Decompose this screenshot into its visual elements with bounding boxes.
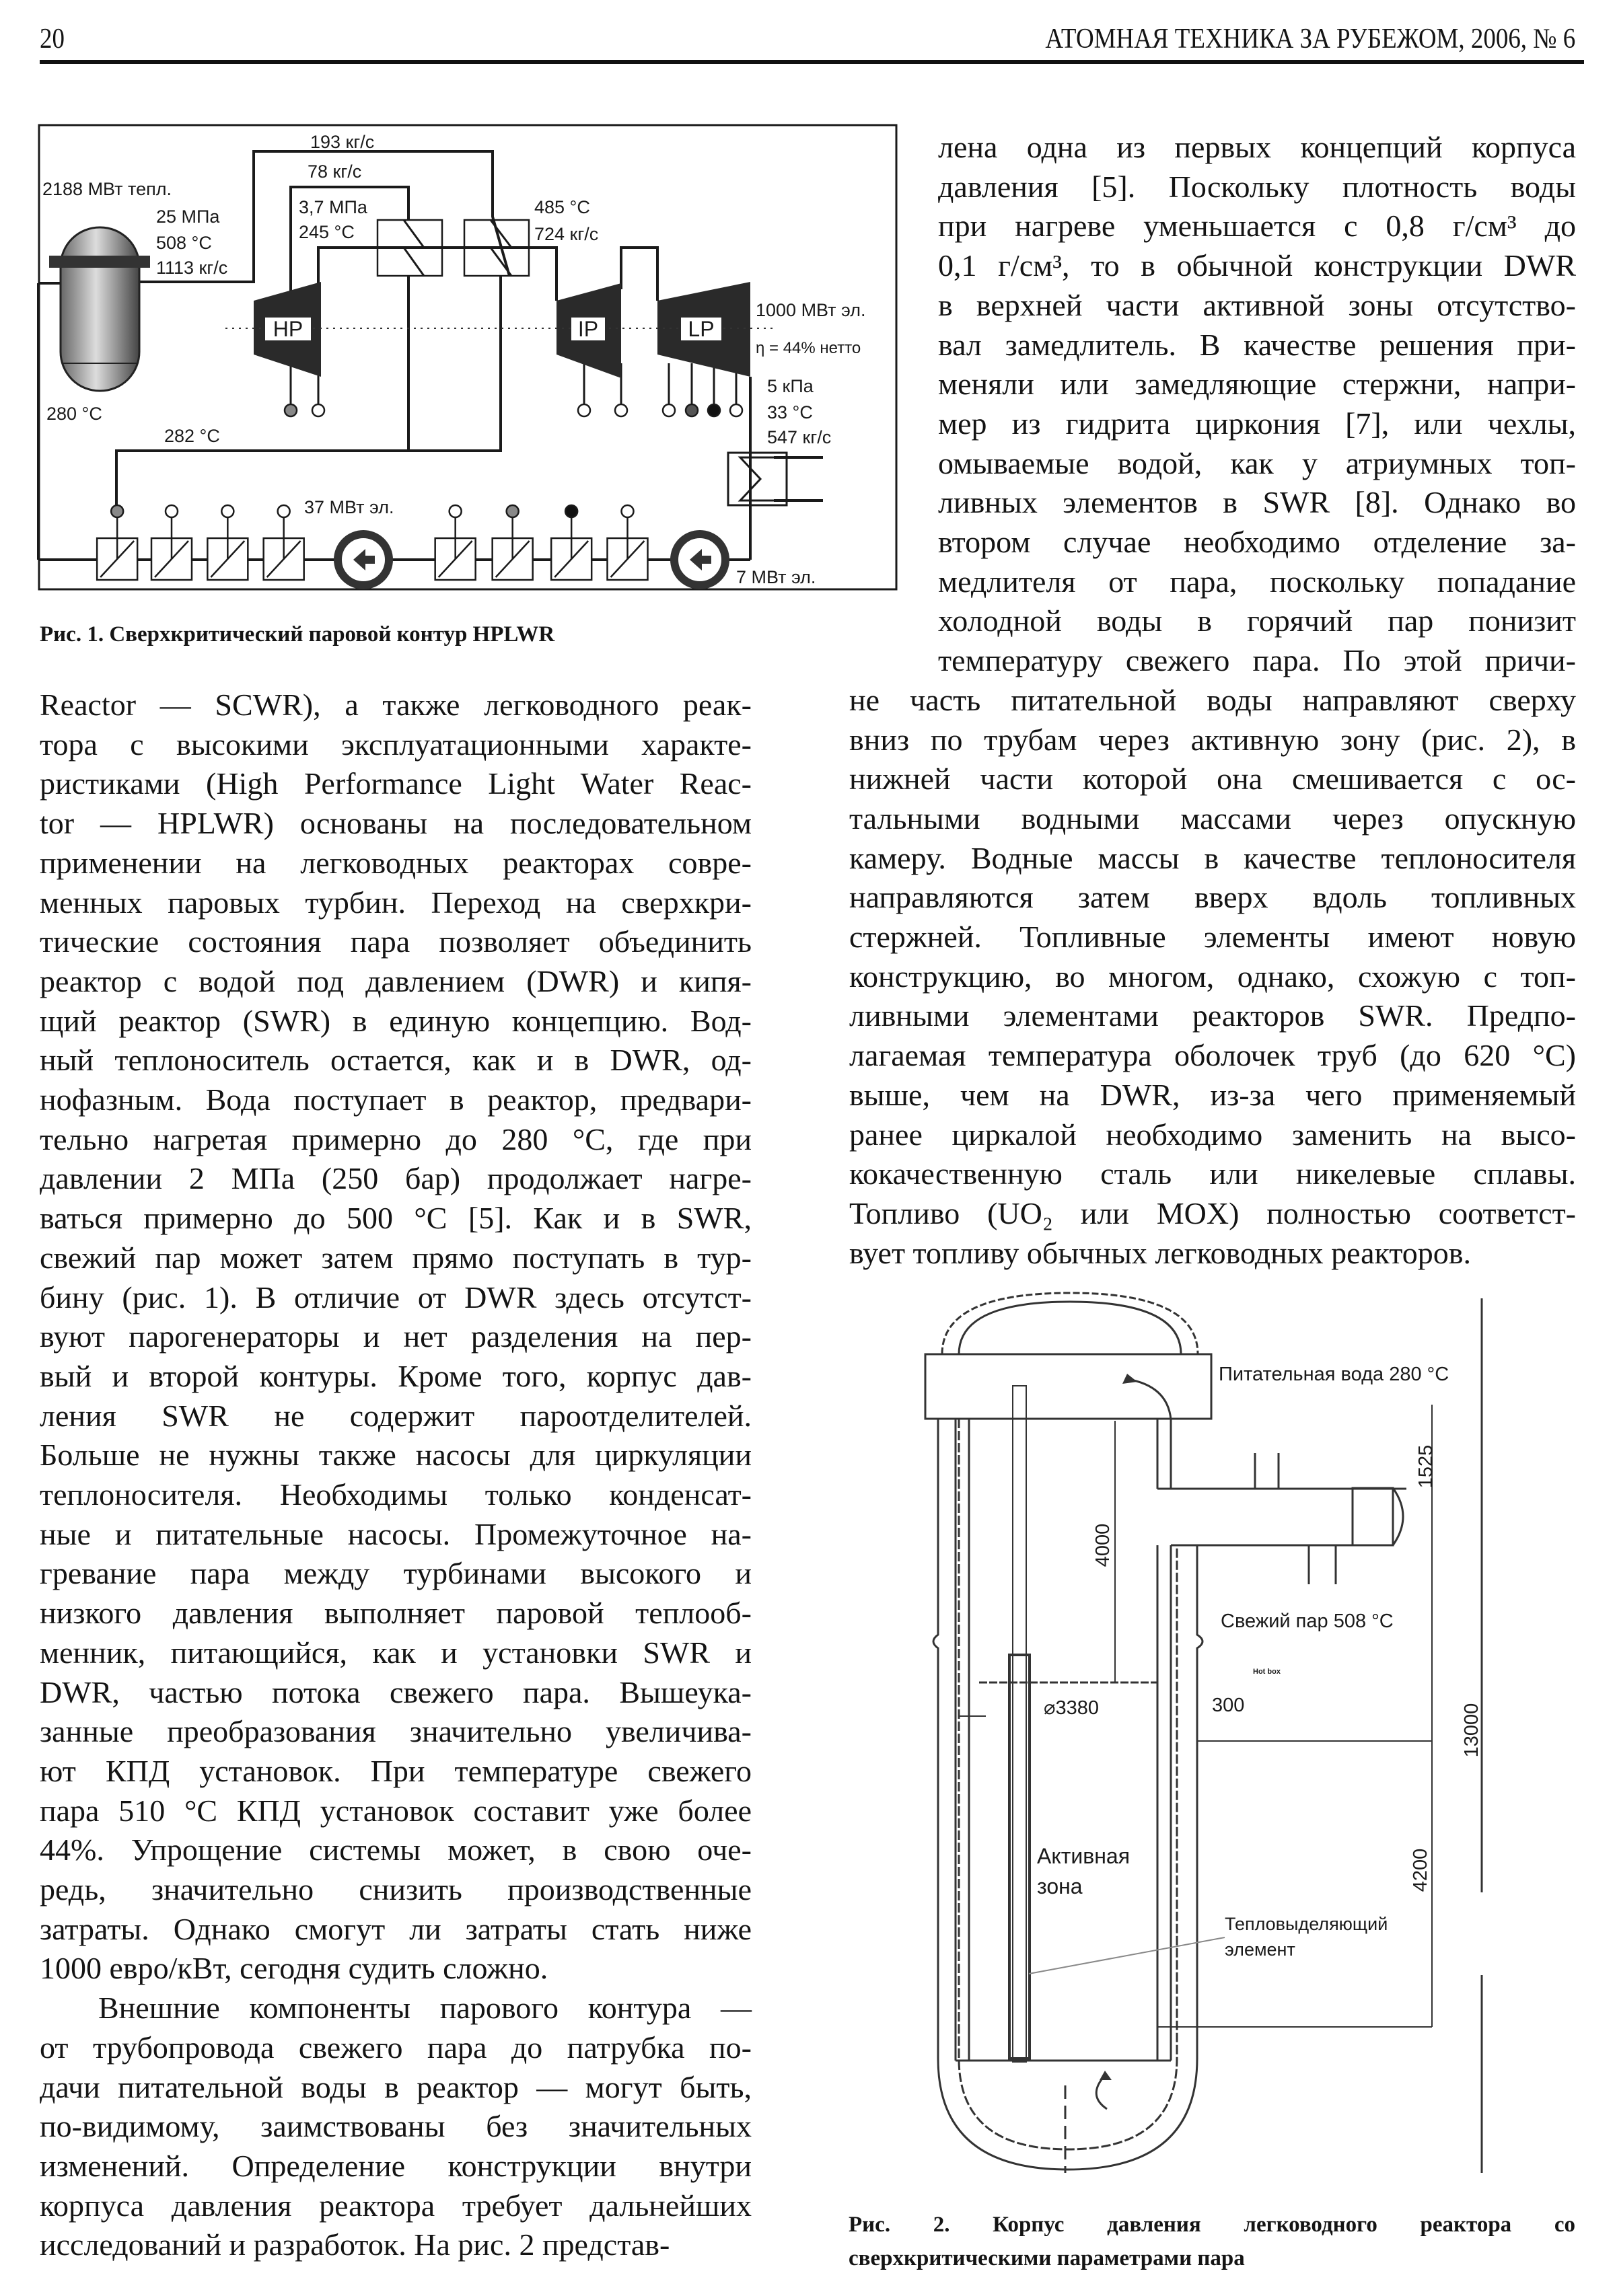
text-line: Больше не нужны также насосы для циркуляции — [40, 1438, 752, 1473]
text-line: выше, чем на DWR, из-за чего применяемый — [849, 1077, 1576, 1112]
label-dim-4200: 4200 — [1410, 1848, 1431, 1892]
label-hot-box: Hot box — [1253, 1668, 1281, 1676]
page-number: 20 — [40, 24, 65, 54]
flow-arrow-icon — [1100, 2071, 1112, 2080]
text-line: ливными элементами реакторов SWR. Предпо- — [849, 998, 1576, 1033]
text-line: ливных элементов в SWR [8]. Однако во — [938, 485, 1576, 520]
text-line: вует топливу обычных легководных реакторов. — [849, 1235, 1471, 1270]
text-line: вниз по трубам через активную зону (рис. 2), в — [849, 722, 1576, 757]
label-steam-flow: 1113 кг/с — [156, 258, 228, 278]
label-dim-300: 300 — [1212, 1695, 1245, 1716]
text-line: теплоносителя. Необходимы только конденсат- — [40, 1477, 752, 1512]
text-line: при нагреве уменьшается с 0,8 г/см³ до — [938, 209, 1576, 244]
text-line: редь, значительно снизить производственные — [40, 1872, 752, 1906]
text-line: стержней. Топливные элементы имеют новую — [849, 920, 1576, 954]
figure-2-caption-line-1: Рис. 2. Корпус давления легководного реактора со — [849, 2213, 1575, 2237]
text-line: лагаемая температура оболочек труб (до 620 °С) — [849, 1038, 1576, 1073]
label-cond-temp: 33 °C — [767, 402, 813, 422]
text-line: тические состояния пара позволяет объединить — [40, 924, 752, 959]
label-fuel-2: элемент — [1225, 1939, 1295, 1960]
flow-arrow-icon — [1122, 1374, 1137, 1384]
text-line: в верхней части активной зоны отсутство- — [938, 287, 1576, 322]
text-line: 44%. Упрощение системы может, в свою оче- — [40, 1832, 752, 1867]
lp-label: LP — [688, 317, 715, 341]
text-line: холодной воды в горячий пар понизит — [938, 603, 1576, 638]
label-fresh-steam: Свежий пар 508 °C — [1221, 1610, 1394, 1632]
label-dim-1525: 1525 — [1415, 1444, 1437, 1489]
label-reheat-flow: 724 кг/с — [534, 224, 599, 244]
text-line: ристиками (High Performance Light Water Reac- — [40, 766, 752, 801]
text-line: вал замедлитель. В качестве решения при- — [938, 327, 1576, 362]
journal-title: АТОМНАЯ ТЕХНИКА ЗА РУБЕЖОМ, 2006, № 6 — [1045, 24, 1575, 54]
text-line: бину (рис. 1). В отличие от DWR здесь отсутст- — [40, 1280, 752, 1314]
text-line: тальными водными массами через опускную — [849, 801, 1576, 836]
text-line: исследований и разработок. На рис. 2 представ- — [40, 2227, 670, 2262]
text-line: температуру свежего пара. По этой причи- — [938, 643, 1576, 678]
label-core-2: зона — [1037, 1874, 1083, 1898]
label-dim-13000: 13000 — [1461, 1703, 1482, 1758]
text-line: ранее циркалой необходимо заменить на высо- — [849, 1117, 1576, 1152]
label-flow-78: 78 кг/с — [308, 161, 362, 182]
label-core-1: Активная — [1037, 1844, 1130, 1868]
text-line: втором случае необходимо отделение за- — [938, 525, 1576, 559]
label-pump2-power: 7 МВт эл. — [736, 567, 816, 587]
label-feedwater: Питательная вода 280 °C — [1219, 1364, 1449, 1385]
text-line: медлителя от пара, поскольку попадание — [938, 564, 1576, 599]
label-dim-4000: 4000 — [1092, 1523, 1114, 1567]
text-line: менник, питающийся, как и установки SWR и — [40, 1635, 752, 1670]
text-line: корпуса давления реактора требует дальнейших — [40, 2188, 752, 2223]
text-line: ный теплоноситель остается, как и в DWR, од- — [40, 1043, 752, 1078]
text-line: DWR, частью потока свежего пара. Вышеука- — [40, 1674, 752, 1709]
label-cond-flow: 547 кг/с — [767, 427, 832, 447]
text-line: тельно нагретая примерно до 280 °С, где при — [40, 1121, 752, 1156]
label-feed-temp: 282 °C — [164, 426, 220, 446]
text-line: по-видимому, заимствованы без значительных — [40, 2109, 752, 2144]
text-line: Внешние компоненты парового контура — — [98, 1991, 752, 2026]
text-line: мер из гидрита циркония [7], или чехлы, — [938, 406, 1576, 441]
text-line: применении на легководных реакторах совре- — [40, 845, 752, 880]
label-thermal-power: 2188 МВт тепл. — [42, 179, 172, 199]
text-line: свежий пар может затем прямо поступать в тур- — [40, 1240, 752, 1275]
hp-label: HP — [273, 317, 303, 341]
text-line: ют КПД установок. При температуре свежего — [40, 1753, 752, 1788]
text-line: менных паровых турбин. Переход на сверхкри- — [40, 885, 752, 920]
text-line: 1000 евро/кВт, сегодня судить сложно. — [40, 1951, 548, 1986]
text-line: камеру. Водные массы в качестве теплоносителя — [849, 840, 1576, 875]
label-reheat-temp: 485 °C — [534, 197, 590, 217]
ip-label: IP — [577, 317, 599, 341]
text-line: затраты. Однако смогут ли затраты стать ниже — [40, 1911, 752, 1946]
text-line: омываемые водой, как у атриумных топ- — [938, 445, 1576, 480]
text-line: давления [5]. Поскольку плотность воды — [938, 169, 1576, 204]
label-efficiency: η = 44% нетто — [756, 339, 861, 357]
text-line: щий реактор (SWR) в единую концепцию. Вод- — [40, 1003, 752, 1038]
text-line: ные и питательные насосы. Промежуточное на- — [40, 1516, 752, 1551]
label-diameter: ⌀3380 — [1044, 1697, 1099, 1719]
text-line: давлении 2 МПа (250 бар) продолжает нагре- — [40, 1161, 752, 1196]
text-line: вый и второй контуры. Кроме того, корпус дав- — [40, 1358, 752, 1393]
text-line: от трубопровода свежего пара до патрубка по- — [40, 2030, 752, 2065]
text-line: гревание пара между турбинами высокого и — [40, 1556, 752, 1591]
text-line: конструкцию, во многом, однако, схожую с топ- — [849, 959, 1576, 994]
label-pump1-power: 37 МВт эл. — [304, 497, 394, 517]
label-flow-193: 193 кг/с — [310, 132, 375, 152]
text-line: тора с высокими эксплуатационными характе- — [40, 727, 752, 762]
text-line: меняли или замедляющие стержни, напри- — [938, 367, 1576, 402]
text-line: реактор с водой под давлением (DWR) и кипя- — [40, 963, 752, 998]
text-line: не часть питательной воды направляют сверху — [849, 682, 1576, 717]
text-line: низкого давления выполняет паровой теплооб- — [40, 1596, 752, 1631]
label-hp-pressure: 3,7 МПа — [299, 197, 367, 217]
label-pressure: 25 МПа — [156, 207, 220, 227]
figure-2-caption-line-2: сверхкритическими параметрами пара — [849, 2246, 1245, 2270]
label-el-power: 1000 МВт эл. — [756, 300, 866, 320]
label-hp-temp: 245 °C — [299, 222, 355, 242]
text-line: направляются затем вверх вдоль топливных — [849, 880, 1576, 915]
text-line: Топливо (UO₂ или MOX) полностью соответст- — [849, 1195, 1576, 1230]
label-cond-pressure: 5 кПа — [767, 376, 814, 396]
text-line: лена одна из первых концепций корпуса — [938, 130, 1576, 164]
figure-1-caption: Рис. 1. Сверхкритический паровой контур HPLWR — [40, 622, 555, 646]
text-line: ваться примерно до 500 °С [5]. Как и в SWR, — [40, 1201, 752, 1236]
text-line: занные преобразования значительно увеличива- — [40, 1714, 752, 1749]
label-return-temp: 280 °C — [46, 404, 102, 424]
text-line: кокачественную сталь или никелевые сплавы. — [849, 1156, 1576, 1191]
text-line: дачи питательной воды в реактор — могут быть, — [40, 2069, 752, 2104]
text-line: ления SWR не содержит пароотделителей. — [40, 1398, 752, 1433]
text-line: пара 510 °С КПД установок составит уже более — [40, 1793, 752, 1828]
text-line: нижней части которой она смешивается с ос- — [849, 762, 1576, 797]
text-line: tor — HPLWR) основаны на последовательном — [40, 806, 752, 841]
text-line: вуют парогенераторы и нет разделения на пер- — [40, 1319, 752, 1354]
label-steam-temp: 508 °C — [156, 233, 212, 253]
text-line: Reactor — SCWR), а также легководного реак- — [40, 688, 752, 722]
text-line: нофазным. Вода поступает в реактор, предвари- — [40, 1082, 752, 1117]
text-line: изменений. Определение конструкции внутри — [40, 2148, 752, 2183]
text-line: 0,1 г/см³, то в обычной конструкции DWR — [938, 248, 1576, 283]
label-fuel-1: Тепловыделяющий — [1225, 1914, 1388, 1934]
